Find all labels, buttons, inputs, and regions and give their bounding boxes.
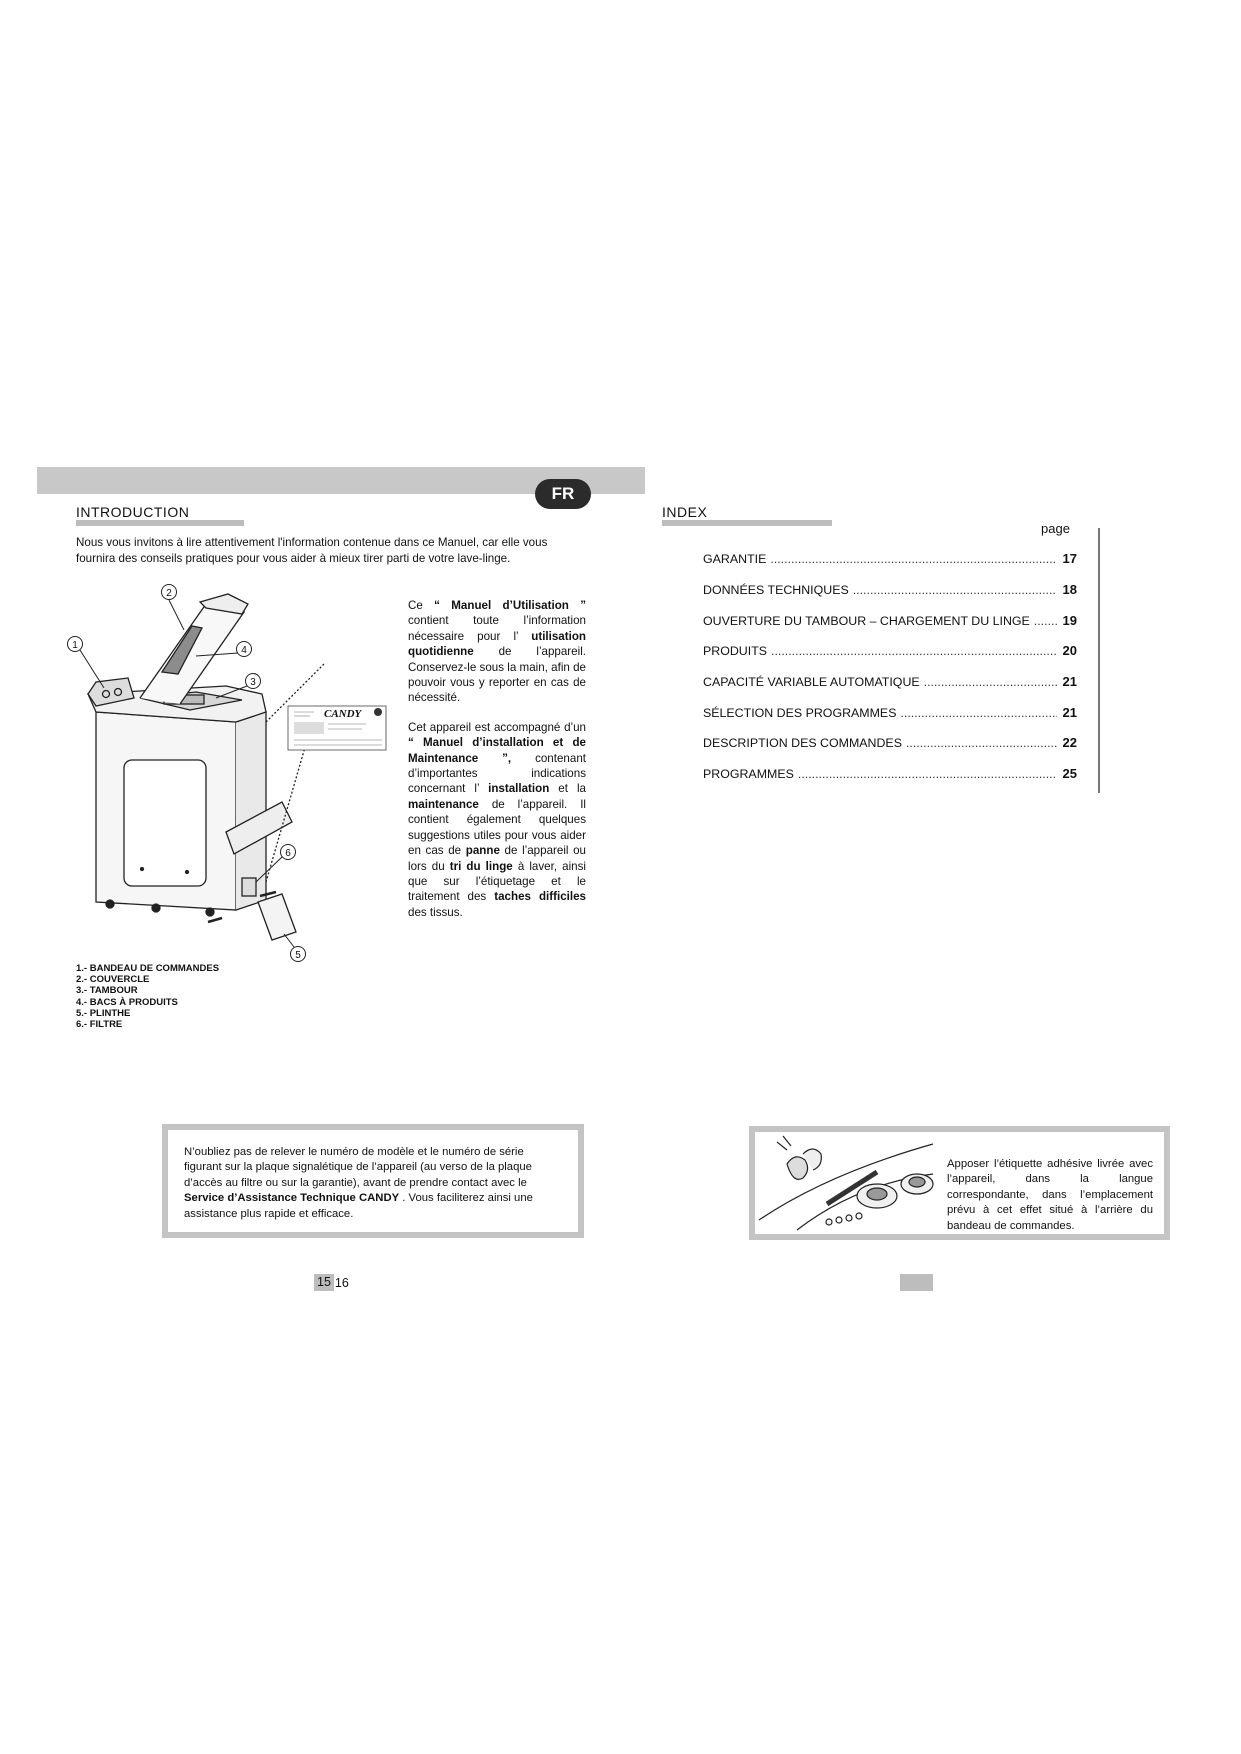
parts-legend [76,963,219,1030]
index-title: INDEX [662,504,708,520]
toc-entry-ouverture-du-tambour[interactable]: OUVERTURE DU TAMBOUR – CHARGEMENT DU LINGE ..... 19 [703,613,1077,628]
language-badge: FR [535,479,591,509]
manual-description [408,598,586,934]
toc-page: 21 [1062,705,1077,720]
toc-page: 18 [1062,582,1077,597]
callout-5: 5 [295,950,301,961]
callout-3: 3 [250,677,256,688]
intro-paragraph: Nous vous invitons à lire attentivement l'information contenue dans ce Manuel, car elle vous fournira des conseils pratiques pour vous aider à mieux tirer parti de votre lave-linge. [76,536,548,565]
rating-plate-brand: CANDY [324,708,362,720]
legend-item: 6.- FILTRE [76,1019,123,1031]
toc-entry-garantie[interactable]: GARANTIE ..... 17 [703,551,1077,566]
toc-page: 22 [1062,735,1077,750]
introduction-title: INTRODUCTION [76,504,190,520]
toc-page: 20 [1062,643,1077,658]
index-vertical-rule [1098,528,1100,793]
page-number-16: 16 [334,1275,349,1290]
label-note-box [749,1126,1170,1240]
toc-page: 19 [1062,613,1077,628]
service-note-text: N’oubliez pas de relever le numéro de modèle et le numéro de série figurant sur la plaque signalétique de l’appareil (au verso de la plaque d’accès au filtre ou sur la garantie), avant de prendre contact avec le Service d’Assistance Technique CANDY . Vous faciliterez ainsi une assistance plus rapide et efficace. [184,1146,533,1220]
toc-entry-produits[interactable]: PRODUITS ..... 20 [703,643,1077,658]
legend-item: 1.- BANDEAU DE COMMANDES [76,963,220,974]
page-numbers [314,1274,349,1291]
index-underline [662,520,832,526]
callout-2: 2 [166,588,172,599]
toc-entry-capacite-variable[interactable]: CAPACITÉ VARIABLE AUTOMATIQUE ..... 21 [703,674,1077,689]
manual-paragraph-1: Ce “ Manuel d’Utilisation ” contient toute l’information nécessaire pour l’ utilisation quotidienne de l’appareil. Conservez-le sous la main, afin de pouvoir vous y reporter en cas de nécessité. [408,599,586,705]
introduction-underline [76,520,244,526]
callout-6: 6 [285,848,291,859]
manual-paragraph-2: Cet appareil est accompagné d’un “ Manuel d’installation et de Maintenance ”, contenant d’importantes indications concernant l’ installation et la maintenance de l’appareil. Il contient également quelques suggestions utiles pour vous aider en cas de panne de l’appareil ou lors du tri du linge à laver, ainsi que sur l’étiquetage et le traitement des taches difficiles des tissus. [408,720,587,919]
toc-entry-donnees-techniques[interactable]: DONNÉES TECHNIQUES ..... 18 [703,582,1077,597]
legend-item: 3.- TAMBOUR [76,985,138,997]
page-number-15: 15 [314,1274,334,1291]
legend-item: 4.- BACS À PRODUITS [76,996,178,1008]
toc-entry-programmes[interactable]: PROGRAMMES ..... 25 [703,766,1077,781]
callout-4: 4 [241,645,247,656]
toc-page: 25 [1062,766,1077,781]
toc-page: 17 [1062,551,1077,566]
washing-machine-diagram [66,582,406,968]
toc-entry-description-des-commandes[interactable]: DESCRIPTION DES COMMANDES ..... 22 [703,735,1077,750]
label-note-text: Apposer l’étiquette adhésive livrée avec l’appareil, dans la langue correspondante, dans l’emplacement prévu à cet effet situé à l’arrière du bandeau de commandes. [947,1158,1153,1232]
control-panel-sticker-illustration [757,1134,935,1232]
legend-item: 2.- COUVERCLE [76,974,150,986]
page-number-box-right [900,1274,933,1291]
toc-page: 21 [1062,674,1077,689]
service-note-box [162,1124,584,1238]
legend-item: 5.- PLINTHE [76,1007,131,1019]
index-page-label: page [1041,521,1070,536]
toc-entry-selection-des-programmes[interactable]: SÉLECTION DES PROGRAMMES ..... 21 [703,705,1077,720]
callout-1: 1 [72,640,78,651]
